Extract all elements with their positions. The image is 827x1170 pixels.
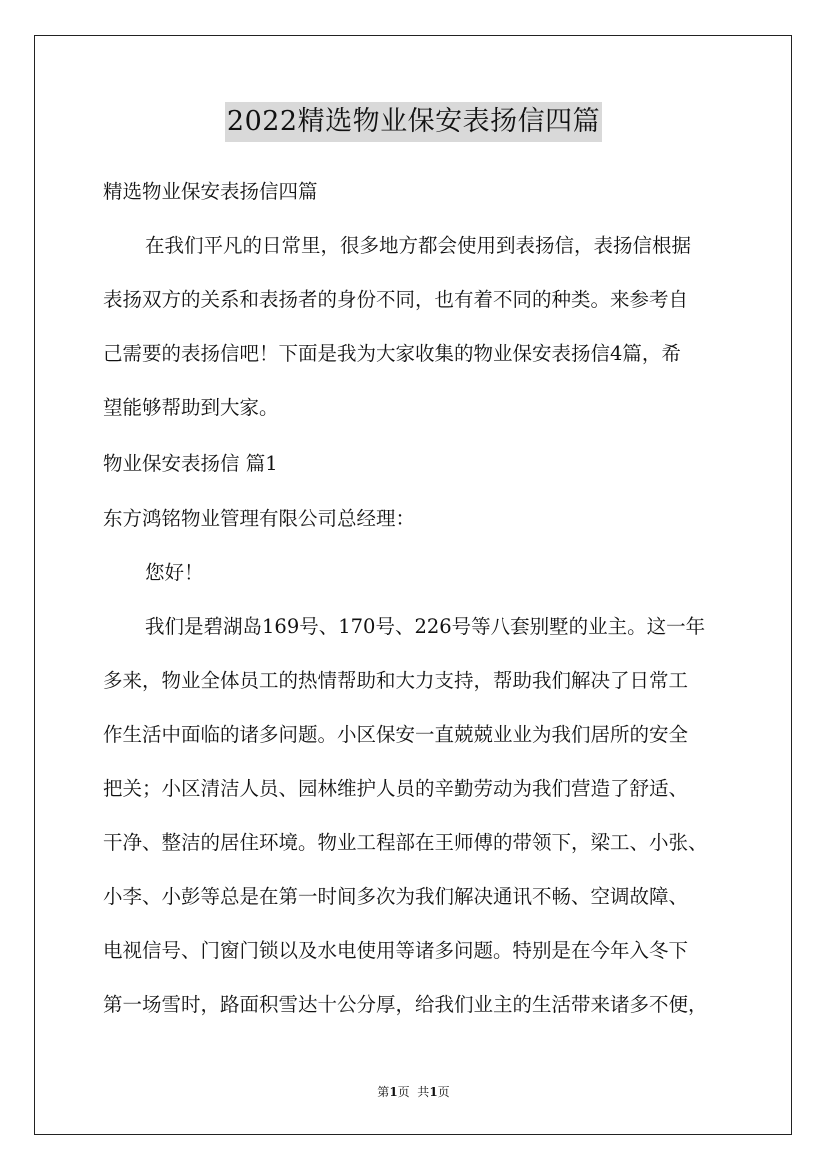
- intro-line-3: 己需要的表扬信吧！下面是我为大家收集的物业保安表扬信4篇，希: [103, 342, 681, 365]
- footer-page-prefix: 第: [377, 1085, 390, 1099]
- section-heading: 物业保安表扬信 篇1: [103, 452, 278, 475]
- body-line-3: 作生活中面临的诸多问题。小区保安一直兢兢业业为我们居所的安全: [103, 723, 689, 746]
- page-footer: [0, 1082, 827, 1102]
- footer-page-total: 1: [429, 1085, 438, 1099]
- intro-line-2: 表扬双方的关系和表扬者的身份不同，也有着不同的种类。来参考自: [103, 288, 689, 311]
- body-line-6: 小李、小彭等总是在第一时间多次为我们解决通讯不畅、空调故障、: [103, 885, 689, 908]
- body-line-1: 我们是碧湖岛169号、170号、226号等八套别墅的业主。这一年: [145, 615, 706, 638]
- intro-line-1: 在我们平凡的日常里，很多地方都会使用到表扬信，表扬信根据: [145, 234, 692, 257]
- footer-page-mid: 页 共: [397, 1085, 430, 1099]
- title-container: [0, 102, 827, 142]
- footer-page-current: 1: [389, 1085, 398, 1099]
- body-line-4: 把关；小区清洁人员、园林维护人员的辛勤劳动为我们营造了舒适、: [103, 777, 689, 800]
- body-line-8: 第一场雪时，路面积雪达十公分厚，给我们业主的生活带来诸多不便，: [103, 993, 708, 1016]
- footer-page-suffix: 页: [437, 1085, 450, 1099]
- body-line-7: 电视信号、门窗门锁以及水电使用等诸多问题。特别是在今年入冬下: [103, 939, 689, 962]
- body-line-2: 多来，物业全体员工的热情帮助和大力支持，帮助我们解决了日常工: [103, 669, 689, 692]
- greeting: 您好！: [145, 561, 204, 584]
- document-subtitle: 精选物业保安表扬信四篇: [103, 180, 318, 203]
- body-line-5: 干净、整洁的居住环境。物业工程部在王师傅的带领下，梁工、小张、: [103, 831, 708, 854]
- salutation: 东方鸿铭物业管理有限公司总经理：: [103, 507, 416, 530]
- document-title: 2022精选物业保安表扬信四篇: [225, 102, 602, 142]
- intro-line-4: 望能够帮助到大家。: [103, 396, 279, 419]
